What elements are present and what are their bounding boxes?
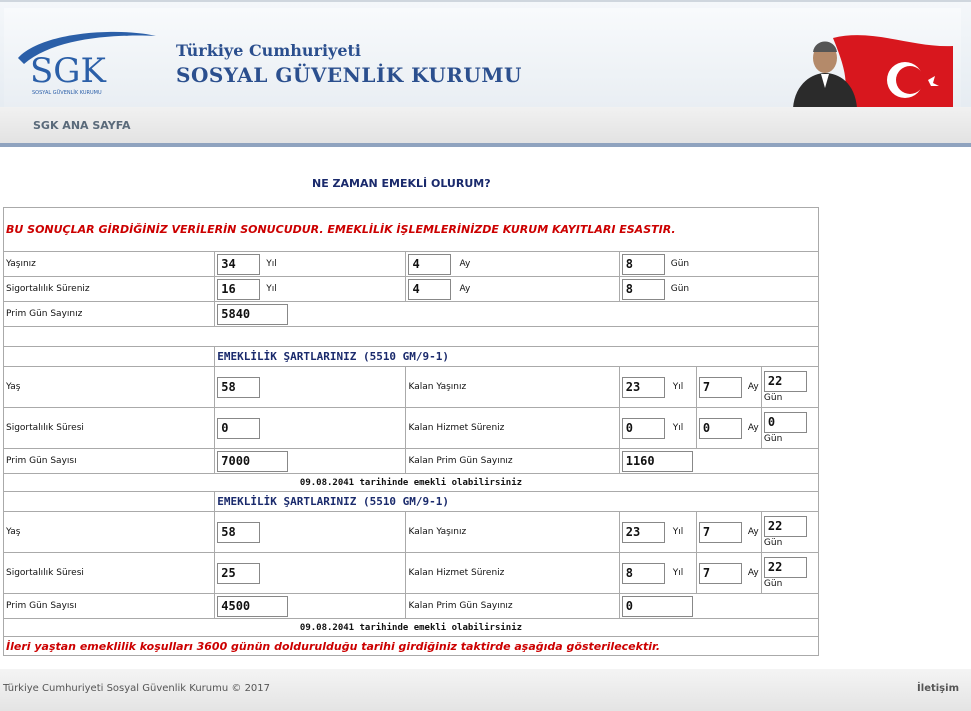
ay-unit: Ay (747, 423, 759, 433)
warning-text: BU SONUÇLAR GİRDİĞİNİZ VERİLERİN SONUCUDUR. EMEKLİLİK İŞLEMLERİNİZDE KURUM KAYITLARI ESASTIR. (6, 223, 676, 236)
s2-kalan-hizmet-gun: 22 (764, 557, 807, 578)
s2-sig-value: 25 (217, 563, 260, 584)
nav-divider (0, 143, 971, 147)
prim-label: Prim Gün Sayınız (4, 302, 215, 327)
s1-kalan-hizmet-yil: 0 (622, 418, 665, 439)
results-table (3, 207, 819, 656)
s1-prim-value: 7000 (217, 451, 288, 472)
section-1-title: EMEKLİLİK ŞARTLARINIZ (5510 GM/9-1) (217, 350, 450, 363)
sgk-logo[interactable] (14, 28, 159, 98)
section-2-result-row (4, 619, 819, 637)
yas-label: Yaşınız (4, 252, 215, 277)
s2-kalan-yas-ay: 7 (699, 522, 742, 543)
bottom-note: İleri yaştan emeklilik koşulları 3600 günün doldurulduğu tarihi girdiğiniz taktirde aşağıda gösterilecektir. (6, 639, 661, 653)
sig-ay-input[interactable]: 4 (408, 279, 451, 300)
section-2-yas-row (4, 512, 819, 553)
s2-yas-value: 58 (217, 522, 260, 543)
s2-prim-label: Prim Gün Sayısı (4, 594, 215, 619)
s1-sig-label: Sigortalılık Süresi (4, 408, 215, 449)
s1-kalan-yas-gun: 22 (764, 371, 807, 392)
s2-yas-label: Yaş (4, 512, 215, 553)
yas-yil-input[interactable]: 34 (217, 254, 260, 275)
sig-label: Sigortalılık Süreniz (4, 277, 215, 302)
section-1-title-row (4, 347, 819, 367)
input-row-prim (4, 302, 819, 327)
gun-unit: Gün (763, 538, 783, 548)
s1-yas-value: 58 (217, 377, 260, 398)
navbar (0, 107, 971, 145)
s2-kalan-hizmet-yil: 8 (622, 563, 665, 584)
gun-unit: Gün (670, 284, 690, 294)
s1-kalan-prim-label: Kalan Prim Gün Sayınız (406, 449, 619, 474)
s1-kalan-yas-label: Kalan Yaşınız (406, 367, 619, 408)
yas-gun-input[interactable]: 8 (622, 254, 665, 275)
s1-result: 09.08.2041 tarihinde emekli olabilirsiniz (4, 474, 819, 492)
s1-kalan-prim-value: 1160 (622, 451, 693, 472)
yil-unit: Yıl (672, 568, 684, 578)
gun-unit: Gün (763, 393, 783, 403)
ay-unit: Ay (747, 527, 759, 537)
section-1-yas-row (4, 367, 819, 408)
s2-kalan-yas-label: Kalan Yaşınız (406, 512, 619, 553)
ay-unit: Ay (747, 382, 759, 392)
page-title: NE ZAMAN EMEKLİ OLURUM? (312, 177, 491, 190)
s2-kalan-hizmet-ay: 7 (699, 563, 742, 584)
input-row-yas (4, 252, 819, 277)
section-2-prim-row (4, 594, 819, 619)
gun-unit: Gün (763, 434, 783, 444)
s1-sig-value: 0 (217, 418, 260, 439)
logo-text: SGK (30, 51, 106, 91)
gun-unit: Gün (670, 259, 690, 269)
s2-prim-value: 4500 (217, 596, 288, 617)
org-line-1: Türkiye Cumhuriyeti (176, 41, 361, 60)
ay-unit: Ay (459, 284, 471, 294)
s1-kalan-hizmet-gun: 0 (764, 412, 807, 433)
ataturk-flag-image (783, 28, 953, 108)
yas-ay-input[interactable]: 4 (408, 254, 451, 275)
s1-kalan-hizmet-label: Kalan Hizmet Süreniz (406, 408, 619, 449)
ay-unit: Ay (747, 568, 759, 578)
sig-yil-input[interactable]: 16 (217, 279, 260, 300)
section-1-result-row (4, 474, 819, 492)
ay-unit: Ay (459, 259, 471, 269)
prim-input[interactable]: 5840 (217, 304, 288, 325)
footer-contact-link[interactable]: İletişim (917, 683, 959, 694)
footer (0, 669, 971, 711)
s2-kalan-yas-yil: 23 (622, 522, 665, 543)
yil-unit: Yıl (266, 284, 277, 294)
input-row-sig (4, 277, 819, 302)
section-2-title: EMEKLİLİK ŞARTLARINIZ (5510 GM/9-1) (217, 495, 450, 508)
org-line-2: SOSYAL GÜVENLİK KURUMU (176, 63, 522, 87)
s1-yas-label: Yaş (4, 367, 215, 408)
spacer-row (4, 327, 819, 347)
header (0, 0, 971, 107)
s2-kalan-prim-value: 0 (622, 596, 693, 617)
section-2-title-row (4, 492, 819, 512)
section-1-sig-row (4, 408, 819, 449)
s2-sig-label: Sigortalılık Süresi (4, 553, 215, 594)
bottom-note-row (4, 637, 819, 656)
s2-result: 09.08.2041 tarihinde emekli olabilirsiniz (4, 619, 819, 637)
section-2-sig-row (4, 553, 819, 594)
warning-row (4, 208, 819, 252)
logo-subtext: SOSYAL GÜVENLİK KURUMU (32, 90, 102, 96)
s2-kalan-yas-gun: 22 (764, 516, 807, 537)
s2-kalan-hizmet-label: Kalan Hizmet Süreniz (406, 553, 619, 594)
s1-prim-label: Prim Gün Sayısı (4, 449, 215, 474)
yil-unit: Yıl (266, 259, 277, 269)
s1-kalan-yas-yil: 23 (622, 377, 665, 398)
sig-gun-input[interactable]: 8 (622, 279, 665, 300)
footer-copyright: Türkiye Cumhuriyeti Sosyal Güvenlik Kurumu © 2017 (3, 683, 271, 694)
yil-unit: Yıl (672, 423, 684, 433)
s1-kalan-hizmet-ay: 0 (699, 418, 742, 439)
gun-unit: Gün (763, 579, 783, 589)
s2-kalan-prim-label: Kalan Prim Gün Sayınız (406, 594, 619, 619)
section-1-prim-row (4, 449, 819, 474)
yil-unit: Yıl (672, 527, 684, 537)
yil-unit: Yıl (672, 382, 684, 392)
s1-kalan-yas-ay: 7 (699, 377, 742, 398)
nav-home-link[interactable]: SGK ANA SAYFA (33, 119, 131, 132)
